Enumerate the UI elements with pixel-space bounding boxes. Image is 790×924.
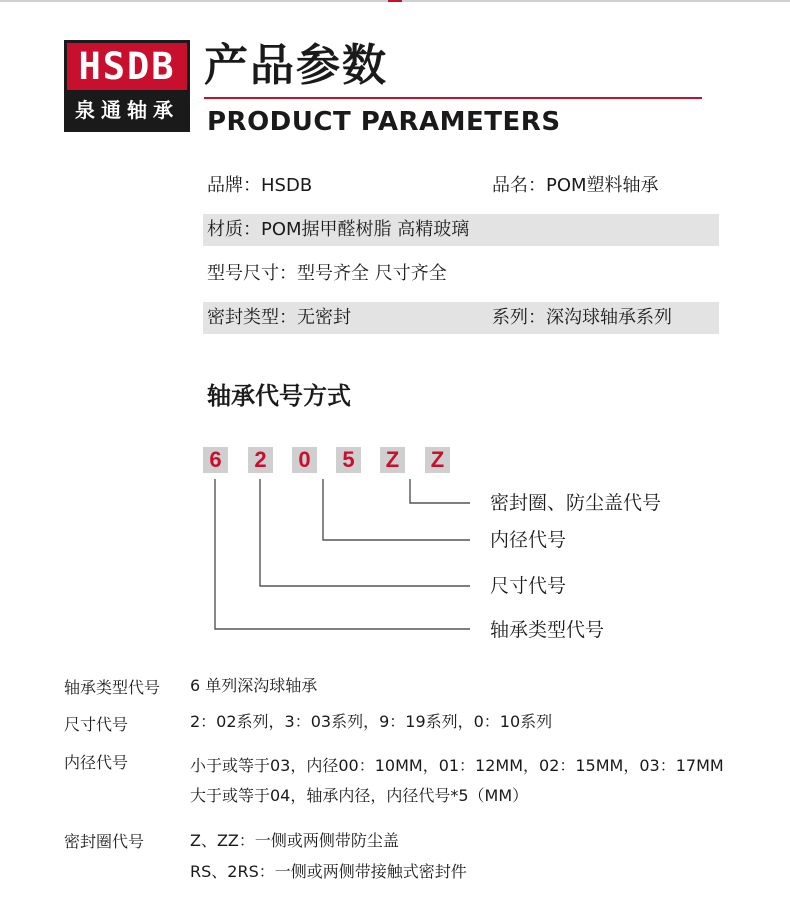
label-seal-code: 密封圈、防尘盖代号: [490, 492, 662, 514]
label-bore-code: 内径代号: [490, 529, 567, 551]
param-size: 型号尺寸：型号齐全 尺寸齐全: [207, 263, 447, 284]
connector-bore: [323, 479, 470, 540]
connector-size: [260, 479, 470, 586]
connector-type: [215, 479, 470, 629]
param-material: 材质：POM据甲醛树脂 高精玻璃: [207, 219, 470, 240]
legend-key-seal: 密封圈代号: [64, 832, 145, 851]
page-title-en: PRODUCT PARAMETERS: [207, 107, 561, 137]
legend-value: Z、ZZ：一侧或两侧带防尘盖: [190, 831, 399, 850]
legend-value: 2：02系列，3：03系列，9：19系列，0：10系列: [190, 712, 553, 731]
label-size-code: 尺寸代号: [490, 575, 567, 597]
code-char-type: 6: [203, 447, 228, 473]
legend-key-size: 尺寸代号: [64, 715, 129, 734]
code-char-bore-2: 5: [336, 447, 361, 473]
param-brand: 品牌：HSDB: [207, 175, 313, 196]
code-char-size: 2: [248, 447, 273, 473]
section-title: 轴承代号方式: [207, 382, 351, 410]
legend-value: 小于或等于03，内径00：10MM，01：12MM，02：15MM，03：17MM: [190, 756, 724, 775]
param-series: 系列：深沟球轴承系列: [492, 307, 672, 328]
code-char-seal-1: Z: [380, 447, 405, 473]
connector-seal: [410, 479, 470, 503]
legend-value: 大于或等于04，轴承内径，内径代号*5（MM）: [190, 786, 529, 805]
label-type-code: 轴承类型代号: [490, 619, 605, 641]
page-title-cn: 产品参数: [204, 40, 388, 91]
legend-value: 6 单列深沟球轴承: [190, 676, 318, 695]
param-product-name: 品名：POM塑料轴承: [492, 175, 659, 196]
param-seal-type: 密封类型：无密封: [207, 307, 351, 328]
logo-brand: HSDB: [67, 43, 187, 90]
code-char-seal-2: Z: [425, 447, 450, 473]
legend-key-type: 轴承类型代号: [64, 678, 161, 697]
legend-key-bore: 内径代号: [64, 753, 129, 772]
code-char-bore-1: 0: [292, 447, 317, 473]
legend-value: RS、2RS：一侧或两侧带接触式密封件: [190, 862, 467, 881]
logo-name: 泉通轴承: [75, 98, 179, 122]
